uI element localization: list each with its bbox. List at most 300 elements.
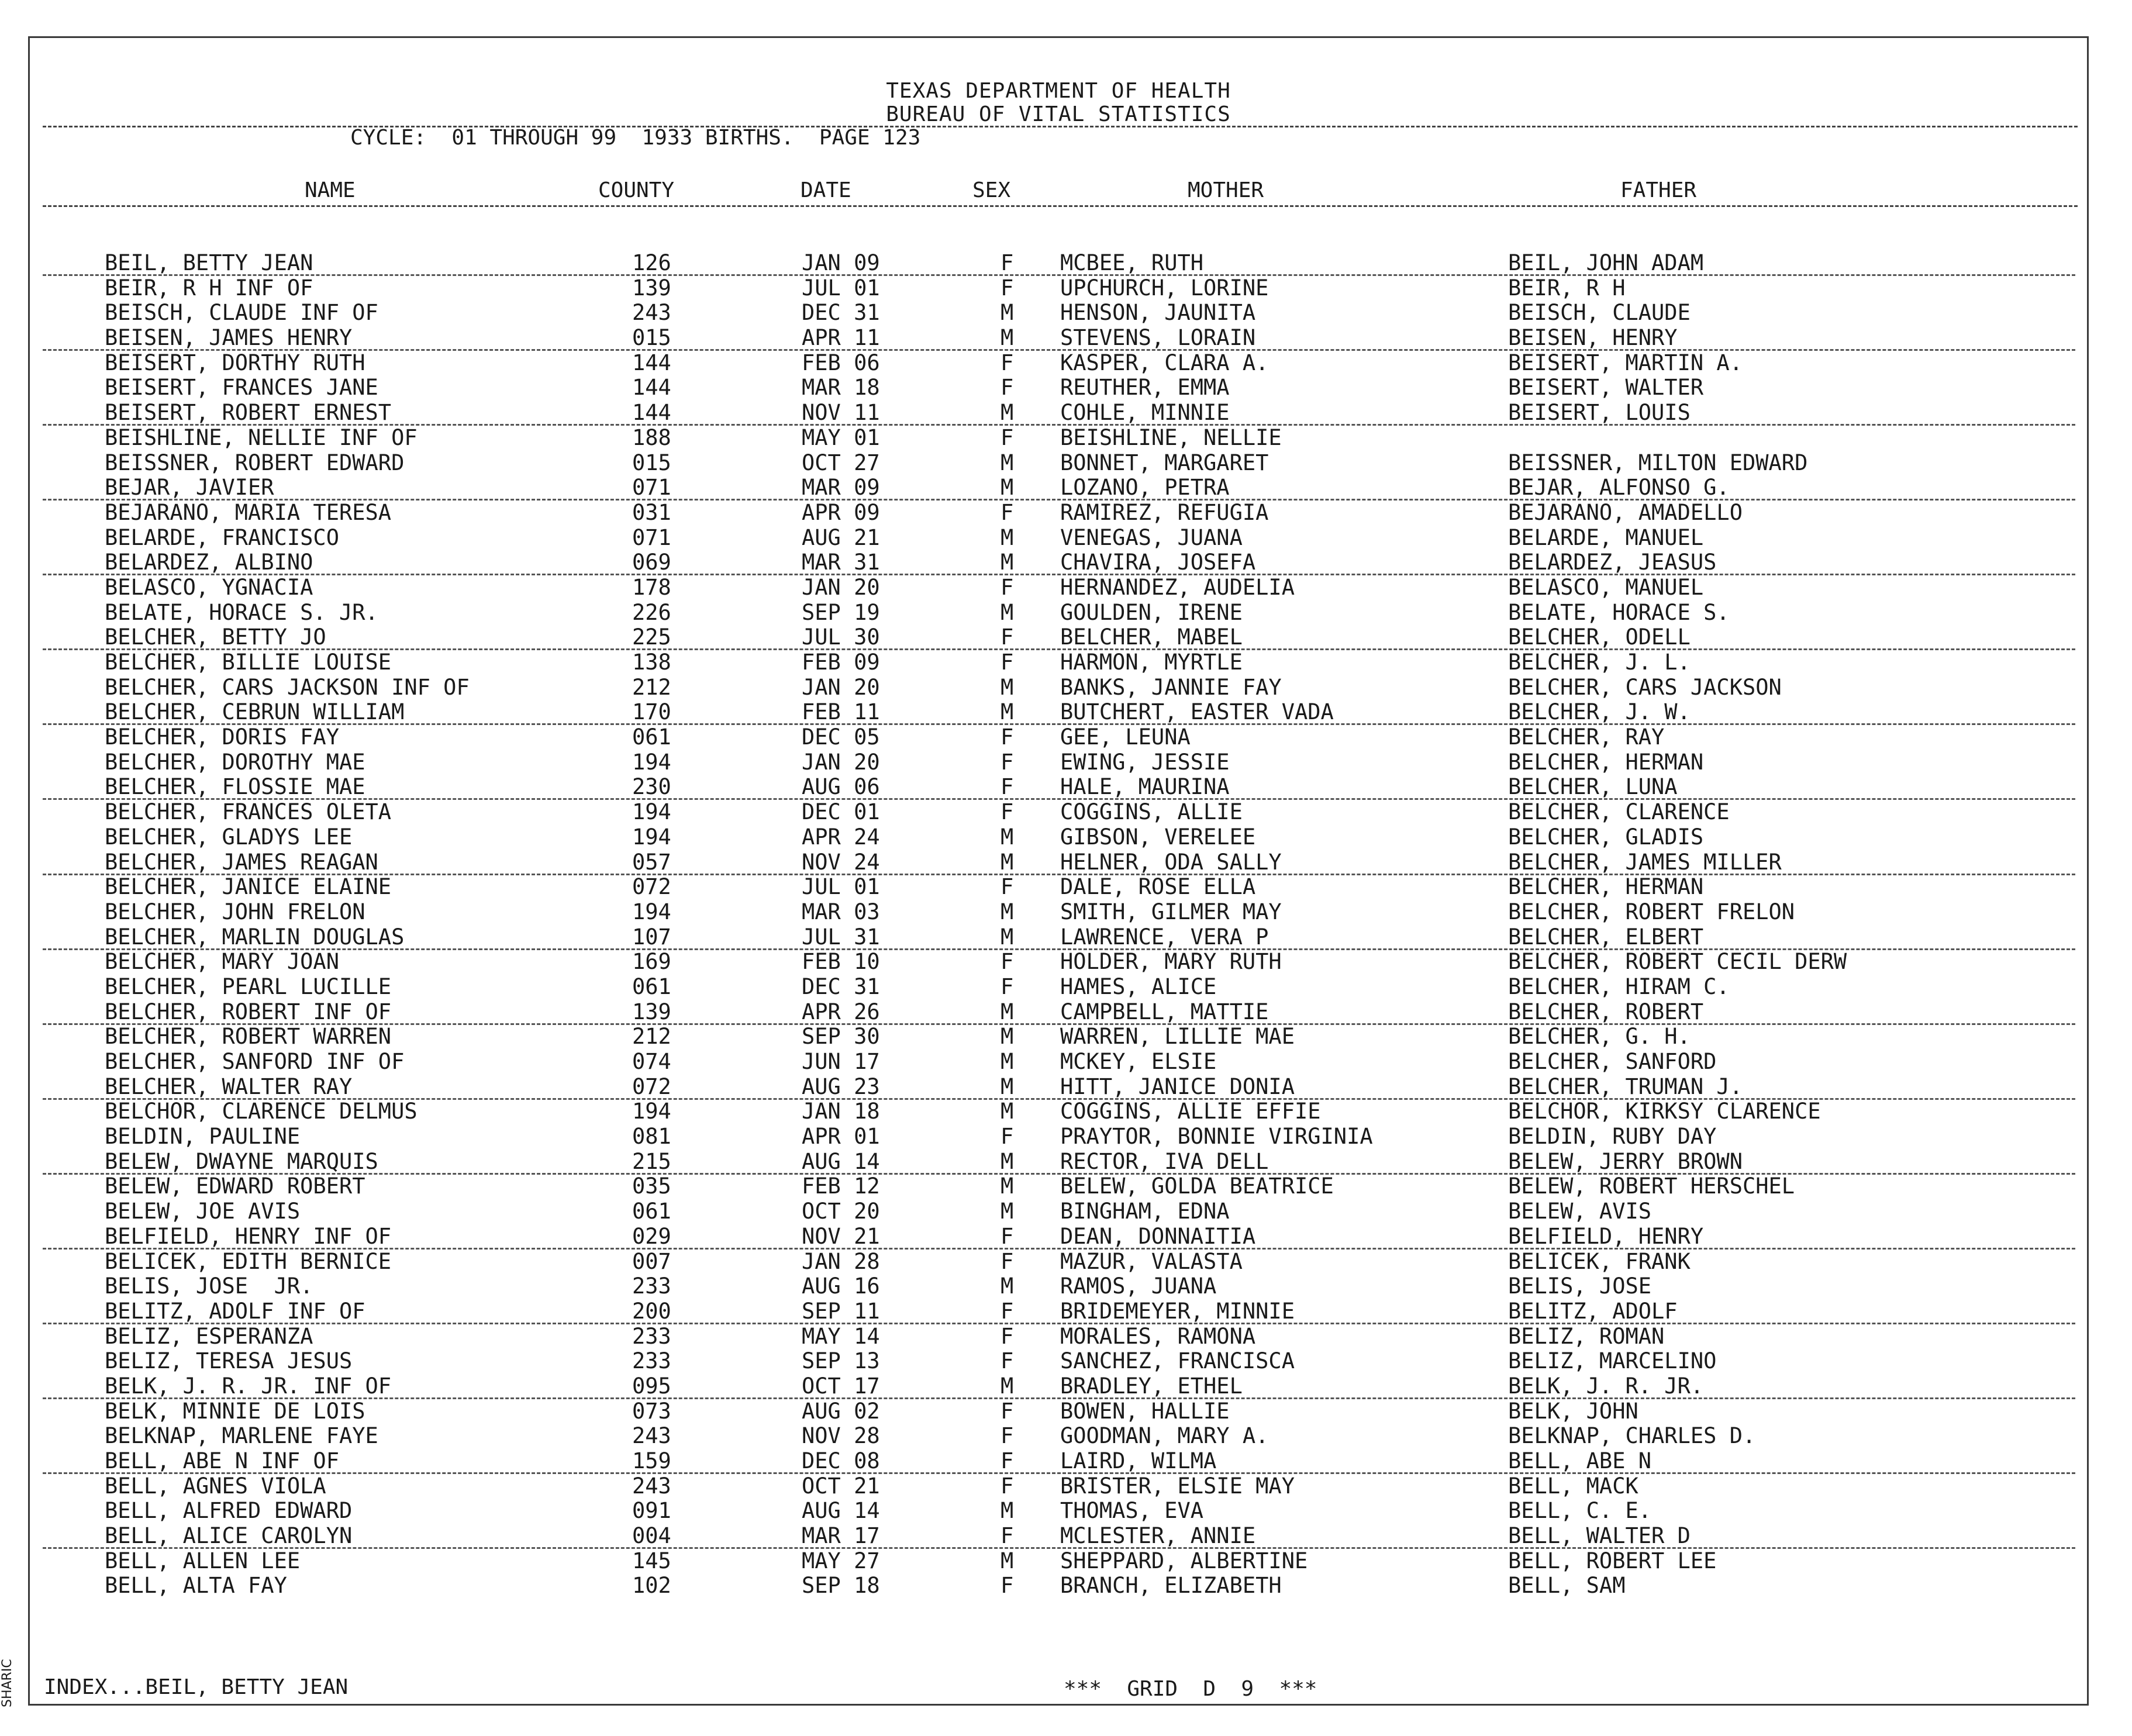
cell-sex: F	[1001, 1323, 1014, 1349]
cell-name: BELCHER, JAMES REAGAN	[105, 849, 378, 875]
cell-county: 159	[632, 1448, 671, 1473]
table-row	[30, 600, 2087, 626]
cell-father: BELL, ABE N	[1508, 1448, 1652, 1473]
cell-date: DEC 31	[802, 300, 880, 326]
cell-sex: M	[1001, 325, 1014, 351]
cell-mother: STEVENS, LORAIN	[1060, 325, 1256, 351]
cell-mother: BONNET, MARGARET	[1060, 450, 1269, 475]
cell-date: APR 09	[802, 499, 880, 525]
cell-mother: UPCHURCH, LORINE	[1060, 275, 1269, 301]
cell-date: NOV 24	[802, 849, 880, 875]
cell-sex: F	[1001, 949, 1014, 975]
table-row	[30, 1075, 2087, 1100]
cell-father: BELICEK, FRANK	[1508, 1248, 1691, 1274]
cell-father: BELCHER, ROBERT	[1508, 999, 1704, 1024]
cell-father: BELITZ, ADOLF	[1508, 1298, 1678, 1324]
cell-name: BELCHER, ROBERT INF OF	[105, 999, 392, 1024]
table-row	[30, 401, 2087, 426]
cell-county: 145	[632, 1548, 671, 1573]
cell-father: BELARDE, MANUEL	[1508, 524, 1704, 550]
cell-name: BELIZ, TERESA JESUS	[105, 1348, 353, 1374]
cell-father: BELIZ, MARCELINO	[1508, 1348, 1717, 1374]
cell-name: BELCHER, PEARL LUCILLE	[105, 974, 392, 999]
cell-date: AUG 06	[802, 774, 880, 800]
cell-father: BELCHER, J. L.	[1508, 650, 1691, 675]
cell-mother: HARMON, MYRTLE	[1060, 650, 1243, 675]
table-row	[30, 1024, 2087, 1050]
table-row	[30, 475, 2087, 501]
cell-date: APR 11	[802, 325, 880, 351]
cell-date: MAR 31	[802, 550, 880, 575]
cell-mother: CHAVIRA, JOSEFA	[1060, 550, 1256, 575]
cell-father: BEISSNER, MILTON EDWARD	[1508, 450, 1808, 475]
cell-father: BELCHER, CLARENCE	[1508, 799, 1730, 825]
cell-sex: F	[1001, 1298, 1014, 1324]
cell-county: 194	[632, 749, 671, 775]
cell-mother: KASPER, CLARA A.	[1060, 350, 1269, 375]
cell-county: 015	[632, 450, 671, 475]
cell-mother: BELEW, GOLDA BEATRICE	[1060, 1174, 1334, 1199]
cell-mother: BINGHAM, EDNA	[1060, 1199, 1230, 1224]
table-row	[30, 1374, 2087, 1399]
cell-date: JUL 01	[802, 275, 880, 301]
cell-date: SEP 30	[802, 1024, 880, 1050]
table-row	[30, 1524, 2087, 1549]
cell-county: 091	[632, 1498, 671, 1524]
cell-sex: M	[1001, 1099, 1014, 1124]
column-header-rule	[43, 205, 2078, 207]
cell-sex: F	[1001, 1448, 1014, 1473]
cell-county: 200	[632, 1298, 671, 1324]
cell-date: OCT 27	[802, 450, 880, 475]
cell-mother: EWING, JESSIE	[1060, 749, 1230, 775]
cell-mother: BUTCHERT, EASTER VADA	[1060, 699, 1334, 725]
cell-sex: F	[1001, 424, 1014, 450]
table-row	[30, 700, 2087, 725]
cell-name: BELARDEZ, ALBINO	[105, 550, 313, 575]
table-row	[30, 1224, 2087, 1250]
cell-name: BELEW, DWAYNE MARQUIS	[105, 1148, 378, 1174]
table-row	[30, 451, 2087, 476]
table-row	[30, 1349, 2087, 1374]
cell-county: 069	[632, 550, 671, 575]
cell-father: BELIZ, ROMAN	[1508, 1323, 1665, 1349]
cell-father: BEIL, JOHN ADAM	[1508, 250, 1704, 275]
cell-name: BELCHER, CEBRUN WILLIAM	[105, 699, 405, 725]
cell-county: 061	[632, 974, 671, 999]
cell-name: BELCHER, WALTER RAY	[105, 1074, 353, 1099]
cell-name: BELL, ALFRED EDWARD	[105, 1498, 353, 1524]
table-row	[30, 625, 2087, 650]
cell-date: JUL 31	[802, 924, 880, 950]
cell-mother: BOWEN, HALLIE	[1060, 1398, 1230, 1424]
cell-mother: LAWRENCE, VERA P	[1060, 924, 1269, 950]
cell-date: DEC 05	[802, 724, 880, 750]
cell-name: BEIR, R H INF OF	[105, 275, 313, 301]
cell-sex: F	[1001, 974, 1014, 999]
table-row	[30, 1274, 2087, 1299]
table-row	[30, 276, 2087, 301]
cell-sex: M	[1001, 899, 1014, 924]
cell-date: JAN 28	[802, 1248, 880, 1274]
cell-date: SEP 19	[802, 599, 880, 625]
cell-date: AUG 02	[802, 1398, 880, 1424]
cell-name: BELL, ABE N INF OF	[105, 1448, 339, 1473]
cell-name: BEISEN, JAMES HENRY	[105, 325, 353, 351]
cell-mother: RAMIREZ, REFUGIA	[1060, 499, 1269, 525]
cell-name: BELEW, JOE AVIS	[105, 1199, 301, 1224]
column-header-sex: SEX	[972, 178, 1011, 202]
cell-sex: F	[1001, 1398, 1014, 1424]
cell-sex: M	[1001, 1373, 1014, 1399]
cell-county: 057	[632, 849, 671, 875]
table-row	[30, 1299, 2087, 1324]
cell-county: 126	[632, 250, 671, 275]
cell-name: BEISHLINE, NELLIE INF OF	[105, 424, 418, 450]
cell-mother: SHEPPARD, ALBERTINE	[1060, 1548, 1308, 1573]
table-row	[30, 875, 2087, 900]
cell-county: 194	[632, 1099, 671, 1124]
cell-date: APR 01	[802, 1124, 880, 1150]
table-row	[30, 1174, 2087, 1199]
document-frame	[28, 36, 2089, 1706]
cell-county: 061	[632, 1199, 671, 1224]
cell-mother: HAMES, ALICE	[1060, 974, 1217, 999]
cell-county: 188	[632, 424, 671, 450]
table-row	[30, 1199, 2087, 1224]
cell-name: BELIS, JOSE JR.	[105, 1273, 313, 1299]
cell-father: BELL, C. E.	[1508, 1498, 1652, 1524]
cell-mother: COHLE, MINNIE	[1060, 400, 1230, 426]
cell-mother: SMITH, GILMER MAY	[1060, 899, 1282, 924]
cell-father: BELIS, JOSE	[1508, 1273, 1652, 1299]
table-row	[30, 1399, 2087, 1424]
table-row	[30, 925, 2087, 950]
cell-father: BELCHOR, KIRKSY CLARENCE	[1508, 1099, 1821, 1124]
cell-sex: M	[1001, 550, 1014, 575]
cell-father: BELK, J. R. JR.	[1508, 1373, 1704, 1399]
cell-name: BELCHER, MARLIN DOUGLAS	[105, 924, 405, 950]
cell-date: MAY 14	[802, 1323, 880, 1349]
cell-sex: M	[1001, 524, 1014, 550]
cell-sex: M	[1001, 1074, 1014, 1099]
cell-mother: GOULDEN, IRENE	[1060, 599, 1243, 625]
cell-name: BELK, J. R. JR. INF OF	[105, 1373, 392, 1399]
table-row	[30, 775, 2087, 800]
cell-sex: M	[1001, 1148, 1014, 1174]
cell-name: BELCHER, CARS JACKSON INF OF	[105, 674, 470, 700]
table-row	[30, 1424, 2087, 1449]
cell-father: BEJARANO, AMADELLO	[1508, 499, 1743, 525]
table-row	[30, 351, 2087, 376]
cell-sex: M	[1001, 824, 1014, 850]
cell-sex: F	[1001, 624, 1014, 650]
cell-county: 243	[632, 1423, 671, 1449]
cell-date: OCT 21	[802, 1473, 880, 1499]
cell-sex: M	[1001, 400, 1014, 426]
table-row	[30, 850, 2087, 875]
cell-county: 144	[632, 375, 671, 401]
cell-mother: HELNER, ODA SALLY	[1060, 849, 1282, 875]
table-row	[30, 750, 2087, 775]
table-row	[30, 526, 2087, 551]
cell-father: BELL, ROBERT LEE	[1508, 1548, 1717, 1573]
cell-county: 035	[632, 1174, 671, 1199]
table-row	[30, 725, 2087, 750]
cell-father: BELASCO, MANUEL	[1508, 574, 1704, 600]
cell-name: BELICEK, EDITH BERNICE	[105, 1248, 392, 1274]
cell-father: BELCHER, JAMES MILLER	[1508, 849, 1782, 875]
cell-father: BEISCH, CLAUDE	[1508, 300, 1691, 326]
cell-father: BELDIN, RUBY DAY	[1508, 1124, 1717, 1150]
table-row	[30, 501, 2087, 526]
cell-mother: RECTOR, IVA DELL	[1060, 1148, 1269, 1174]
cell-name: BELL, ALLEN LEE	[105, 1548, 301, 1573]
side-label: SHARIC	[0, 1659, 15, 1707]
cell-date: MAR 03	[802, 899, 880, 924]
cell-county: 233	[632, 1348, 671, 1374]
cell-mother: HITT, JANICE DONIA	[1060, 1074, 1295, 1099]
cell-name: BELKNAP, MARLENE FAYE	[105, 1423, 378, 1449]
cell-date: MAY 27	[802, 1548, 880, 1573]
cell-date: DEC 01	[802, 799, 880, 825]
cell-mother: GEE, LEUNA	[1060, 724, 1191, 750]
column-header-county: COUNTY	[598, 178, 675, 202]
cell-mother: GOODMAN, MARY A.	[1060, 1423, 1269, 1449]
cell-sex: F	[1001, 574, 1014, 600]
table-row	[30, 675, 2087, 700]
cell-date: NOV 21	[802, 1223, 880, 1249]
cell-date: MAR 17	[802, 1523, 880, 1549]
cell-county: 004	[632, 1523, 671, 1549]
cell-date: MAR 18	[802, 375, 880, 401]
cell-date: JUL 30	[802, 624, 880, 650]
table-row	[30, 301, 2087, 326]
cell-date: AUG 23	[802, 1074, 880, 1099]
cell-county: 071	[632, 524, 671, 550]
cell-county: 102	[632, 1573, 671, 1599]
cell-mother: BRADLEY, ETHEL	[1060, 1373, 1243, 1399]
cell-mother: MCBEE, RUTH	[1060, 250, 1204, 275]
cell-father: BELCHER, HIRAM C.	[1508, 974, 1730, 999]
cell-name: BELCHER, DOROTHY MAE	[105, 749, 365, 775]
cell-name: BELCHOR, CLARENCE DELMUS	[105, 1099, 418, 1124]
cell-mother: BANKS, JANNIE FAY	[1060, 674, 1282, 700]
cell-sex: F	[1001, 1124, 1014, 1150]
column-header-name: NAME	[305, 178, 356, 202]
cell-mother: COGGINS, ALLIE EFFIE	[1060, 1099, 1321, 1124]
table-row	[30, 950, 2087, 975]
cell-name: BELARDE, FRANCISCO	[105, 524, 339, 550]
cell-mother: MORALES, RAMONA	[1060, 1323, 1256, 1349]
cell-county: 072	[632, 1074, 671, 1099]
cell-sex: M	[1001, 1174, 1014, 1199]
cell-sex: M	[1001, 849, 1014, 875]
cycle-line: CYCLE: 01 THROUGH 99 1933 BIRTHS. PAGE 123	[350, 126, 921, 150]
table-row	[30, 900, 2087, 925]
cell-date: OCT 20	[802, 1199, 880, 1224]
cell-name: BEJARANO, MARIA TERESA	[105, 499, 392, 525]
cell-name: BELL, ALTA FAY	[105, 1573, 287, 1599]
cell-county: 138	[632, 650, 671, 675]
table-row	[30, 1499, 2087, 1524]
cell-county: 144	[632, 350, 671, 375]
cell-date: FEB 06	[802, 350, 880, 375]
cell-sex: F	[1001, 874, 1014, 900]
cell-date: FEB 09	[802, 650, 880, 675]
cell-father: BEISERT, MARTIN A.	[1508, 350, 1743, 375]
cell-sex: F	[1001, 1423, 1014, 1449]
cell-county: 073	[632, 1398, 671, 1424]
cell-name: BELCHER, FRANCES OLETA	[105, 799, 392, 825]
cell-county: 144	[632, 400, 671, 426]
cell-county: 061	[632, 724, 671, 750]
table-row	[30, 975, 2087, 1000]
cell-name: BELCHER, FLOSSIE MAE	[105, 774, 365, 800]
cell-father: BELEW, ROBERT HERSCHEL	[1508, 1174, 1795, 1199]
cell-sex: M	[1001, 1548, 1014, 1573]
cell-county: 015	[632, 325, 671, 351]
agency-title: TEXAS DEPARTMENT OF HEALTH	[886, 79, 1231, 103]
cell-mother: THOMAS, EVA	[1060, 1498, 1204, 1524]
cell-date: DEC 08	[802, 1448, 880, 1473]
cell-sex: M	[1001, 674, 1014, 700]
cell-father: BELFIELD, HENRY	[1508, 1223, 1704, 1249]
cell-father: BELCHER, ROBERT FRELON	[1508, 899, 1795, 924]
cell-sex: F	[1001, 1348, 1014, 1374]
cell-county: 233	[632, 1323, 671, 1349]
cell-father: BELCHER, ODELL	[1508, 624, 1691, 650]
cell-county: 194	[632, 824, 671, 850]
cell-county: 170	[632, 699, 671, 725]
cell-mother: DEAN, DONNAITIA	[1060, 1223, 1256, 1249]
cell-name: BELASCO, YGNACIA	[105, 574, 313, 600]
table-row	[30, 1124, 2087, 1150]
cell-sex: M	[1001, 1024, 1014, 1050]
cell-date: NOV 11	[802, 400, 880, 426]
cell-county: 194	[632, 899, 671, 924]
cell-date: SEP 11	[802, 1298, 880, 1324]
cell-sex: M	[1001, 475, 1014, 501]
cell-mother: BEISHLINE, NELLIE	[1060, 424, 1282, 450]
cell-date: MAY 01	[802, 424, 880, 450]
cell-mother: BRISTER, ELSIE MAY	[1060, 1473, 1295, 1499]
cell-date: APR 24	[802, 824, 880, 850]
cell-father: BEISEN, HENRY	[1508, 325, 1678, 351]
cell-county: 194	[632, 799, 671, 825]
table-row	[30, 1099, 2087, 1124]
table-row	[30, 550, 2087, 575]
cell-mother: REUTHER, EMMA	[1060, 375, 1230, 401]
cell-mother: HERNANDEZ, AUDELIA	[1060, 574, 1295, 600]
cell-date: JAN 18	[802, 1099, 880, 1124]
cell-county: 072	[632, 874, 671, 900]
cell-name: BELK, MINNIE DE LOIS	[105, 1398, 365, 1424]
cell-mother: BRANCH, ELIZABETH	[1060, 1573, 1282, 1599]
cell-mother: HENSON, JAUNITA	[1060, 300, 1256, 326]
cell-sex: F	[1001, 1523, 1014, 1549]
grid-reference: *** GRID D 9 ***	[1064, 1677, 1317, 1701]
cell-date: SEP 13	[802, 1348, 880, 1374]
column-header-father: FATHER	[1620, 178, 1697, 202]
cell-sex: F	[1001, 1573, 1014, 1599]
cell-mother: VENEGAS, JUANA	[1060, 524, 1243, 550]
cell-name: BELCHER, DORIS FAY	[105, 724, 339, 750]
header-rule	[43, 126, 2078, 127]
table-row	[30, 426, 2087, 451]
cell-date: JAN 09	[802, 250, 880, 275]
cell-mother: BELCHER, MABEL	[1060, 624, 1243, 650]
cell-name: BEISSNER, ROBERT EDWARD	[105, 450, 405, 475]
cell-name: BELIZ, ESPERANZA	[105, 1323, 313, 1349]
cell-mother: LOZANO, PETRA	[1060, 475, 1230, 501]
cell-name: BELDIN, PAULINE	[105, 1124, 301, 1150]
cell-county: 095	[632, 1373, 671, 1399]
table-row	[30, 1549, 2087, 1574]
cell-county: 178	[632, 574, 671, 600]
cell-mother: SANCHEZ, FRANCISCA	[1060, 1348, 1295, 1374]
cell-date: JAN 20	[802, 674, 880, 700]
cell-father: BELCHER, GLADIS	[1508, 824, 1704, 850]
cell-sex: M	[1001, 599, 1014, 625]
cell-county: 233	[632, 1273, 671, 1299]
table-row	[30, 1250, 2087, 1275]
cell-county: 226	[632, 599, 671, 625]
cell-name: BELATE, HORACE S. JR.	[105, 599, 378, 625]
cell-county: 074	[632, 1049, 671, 1074]
cell-name: BEISERT, FRANCES JANE	[105, 375, 378, 401]
cell-father: BELATE, HORACE S.	[1508, 599, 1730, 625]
cell-name: BELFIELD, HENRY INF OF	[105, 1223, 392, 1249]
table-row	[30, 575, 2087, 600]
birth-records-table	[30, 251, 2087, 1599]
cell-mother: HALE, MAURINA	[1060, 774, 1230, 800]
cell-sex: F	[1001, 350, 1014, 375]
cell-sex: F	[1001, 1248, 1014, 1274]
cell-father: BELCHER, HERMAN	[1508, 749, 1704, 775]
cell-name: BELITZ, ADOLF INF OF	[105, 1298, 365, 1324]
cell-father: BELCHER, RAY	[1508, 724, 1665, 750]
cell-name: BEIL, BETTY JEAN	[105, 250, 313, 275]
cell-date: AUG 14	[802, 1498, 880, 1524]
cell-father: BELARDEZ, JEASUS	[1508, 550, 1717, 575]
cell-county: 029	[632, 1223, 671, 1249]
cell-father: BELCHER, LUNA	[1508, 774, 1678, 800]
cell-father: BELL, MACK	[1508, 1473, 1638, 1499]
cell-date: JUL 01	[802, 874, 880, 900]
cell-county: 169	[632, 949, 671, 975]
table-row	[30, 375, 2087, 401]
cell-sex: F	[1001, 650, 1014, 675]
cell-name: BELL, AGNES VIOLA	[105, 1473, 326, 1499]
cell-mother: CAMPBELL, MATTIE	[1060, 999, 1269, 1024]
cell-father: BEIR, R H	[1508, 275, 1626, 301]
cell-father: BELCHER, TRUMAN J.	[1508, 1074, 1743, 1099]
cell-date: OCT 17	[802, 1373, 880, 1399]
cell-sex: F	[1001, 275, 1014, 301]
cell-father: BELL, WALTER D	[1508, 1523, 1691, 1549]
cell-father: BEISERT, WALTER	[1508, 375, 1704, 401]
bureau-title: BUREAU OF VITAL STATISTICS	[886, 102, 1231, 126]
cell-father: BEJAR, ALFONSO G.	[1508, 475, 1730, 501]
cell-name: BELCHER, BILLIE LOUISE	[105, 650, 392, 675]
table-row	[30, 800, 2087, 825]
cell-county: 071	[632, 475, 671, 501]
cell-mother: BRIDEMEYER, MINNIE	[1060, 1298, 1295, 1324]
cell-mother: LAIRD, WILMA	[1060, 1448, 1217, 1473]
cell-sex: M	[1001, 1498, 1014, 1524]
cell-date: SEP 18	[802, 1573, 880, 1599]
